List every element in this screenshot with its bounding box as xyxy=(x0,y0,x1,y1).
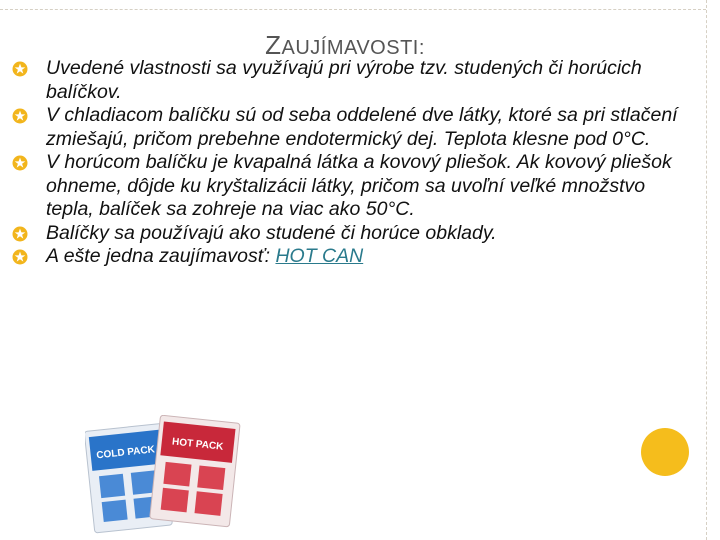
slide-border-top xyxy=(0,9,706,10)
bullet-text: Balíčky sa používajú ako studené či horúce obklady. xyxy=(46,221,497,244)
title-rest: AUJÍMAVOSTI: xyxy=(281,37,425,59)
bullet-list xyxy=(2,57,692,269)
hot-pack xyxy=(150,415,240,527)
decorative-circle xyxy=(641,428,689,476)
star-icon xyxy=(12,61,28,77)
bullet-item-5 xyxy=(2,245,692,269)
bullet-text: V chladiacom balíčku sú od seba oddelené dve látky, ktoré sa pri stlačení zmiešajú, pričom prebehne endotermický dej. Teplota klesne pod 0°C. xyxy=(46,104,678,150)
bullet-text: A ešte jedna zaujímavosť: xyxy=(46,245,276,267)
bullet-text: V horúcom balíčku je kvapalná látka a kovový pliešok. Ak kovový pliešok ohneme, dôjde ku kryštalizácii látky, pričom sa uvoľní veľké množstvo tepla, balíček sa zohreje na viac ako 50°C. xyxy=(46,151,672,220)
bullet-item-2 xyxy=(2,104,692,151)
title-first-letter: Z xyxy=(265,30,282,60)
bullet-text: Uvedené vlastnosti sa využívajú pri výrobe tzv. studených či horúcich balíčkov. xyxy=(46,57,642,103)
hot-can-link[interactable]: HOT CAN xyxy=(275,245,364,267)
hot-pack-label: HOT PACK xyxy=(171,436,224,453)
star-icon xyxy=(12,108,28,124)
bullet-item-3 xyxy=(2,151,692,222)
cold-hot-pack-image xyxy=(85,415,245,535)
slide-border-right xyxy=(706,0,707,540)
bullet-item-4 xyxy=(2,222,692,246)
star-icon xyxy=(12,155,28,171)
star-icon xyxy=(12,249,28,265)
bullet-item-1 xyxy=(2,57,692,104)
cold-pack-label: COLD PACK xyxy=(95,444,156,462)
star-icon xyxy=(12,226,28,242)
